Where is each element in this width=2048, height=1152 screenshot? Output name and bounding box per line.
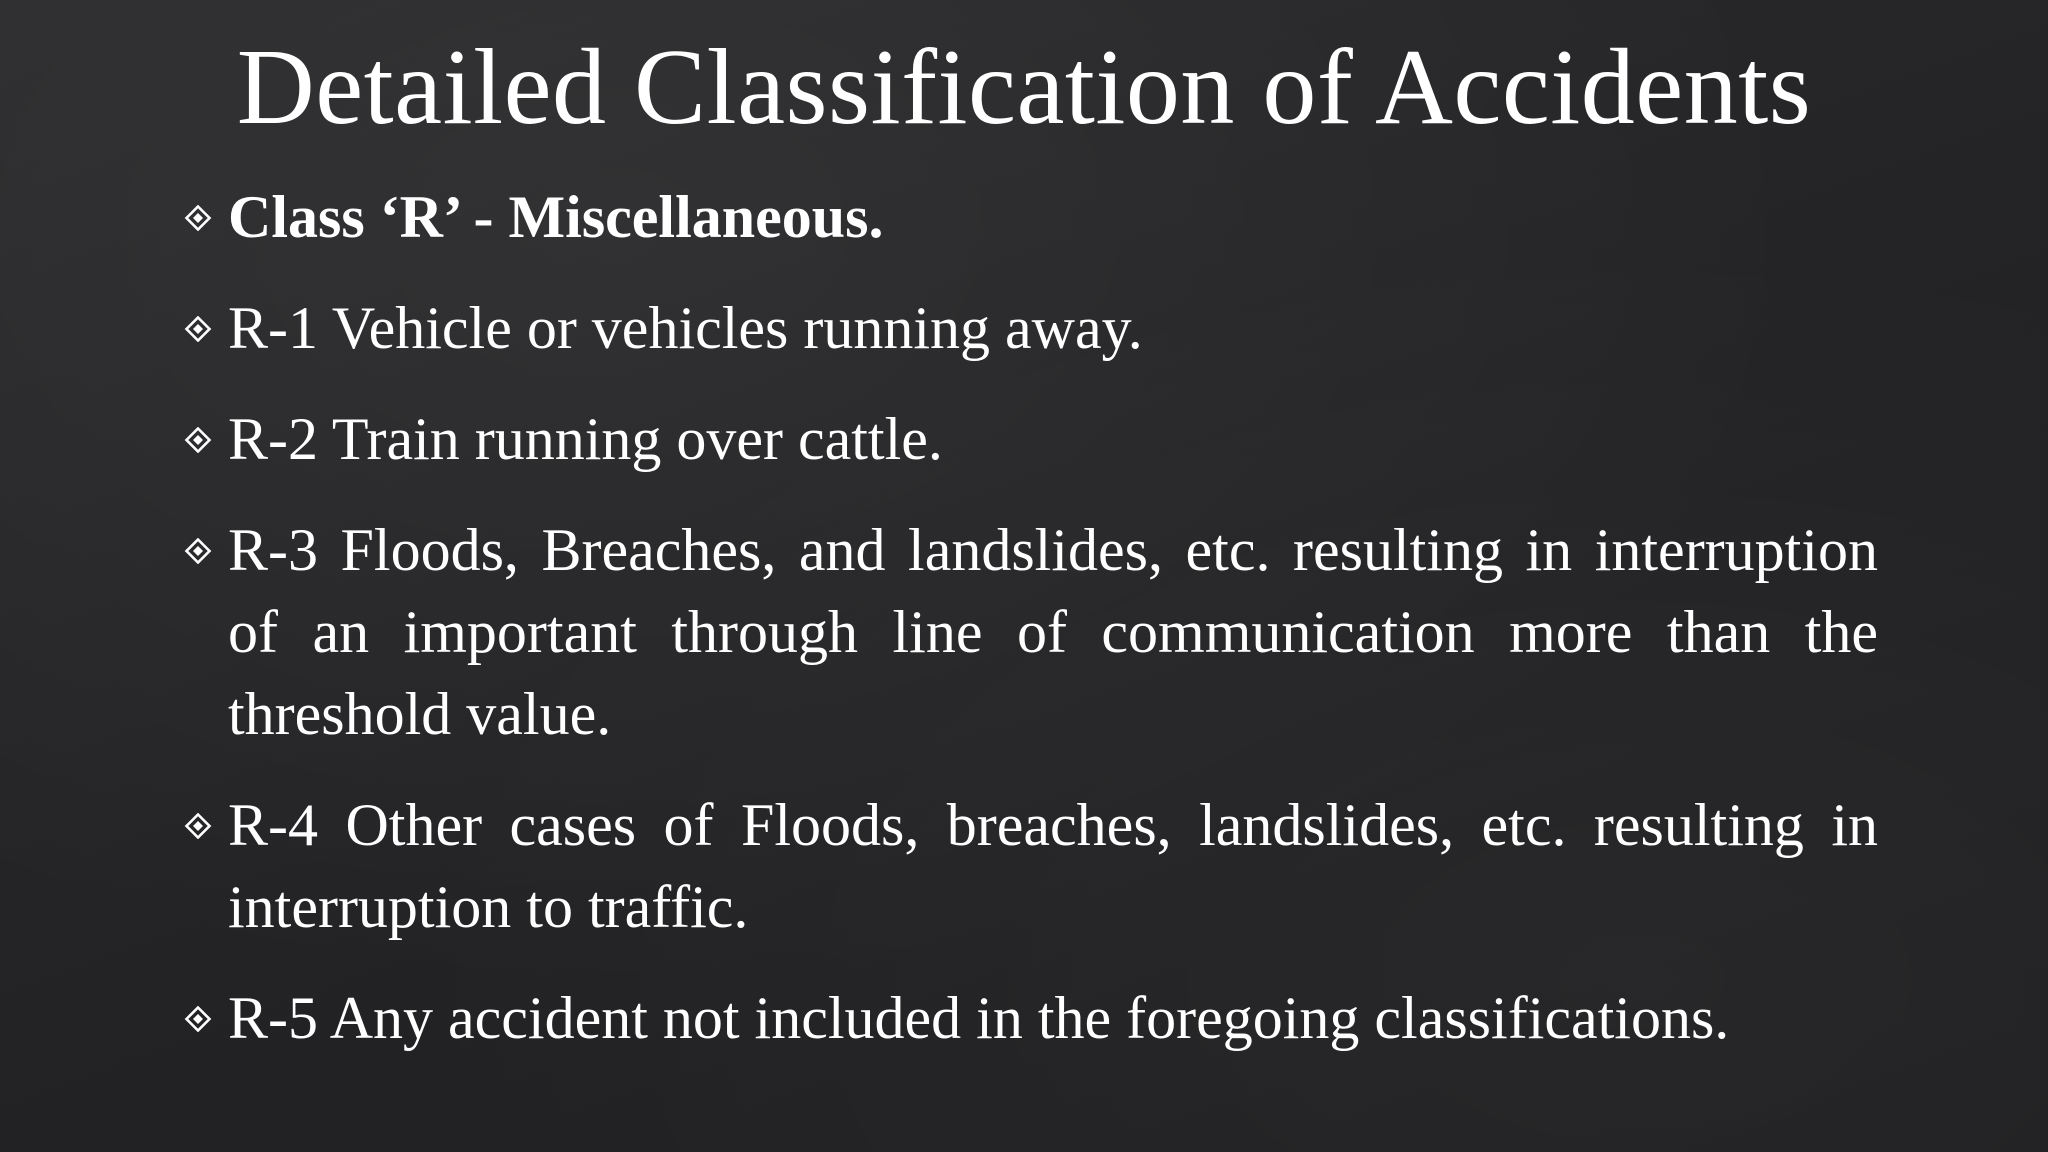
bullet-text: R-1 Vehicle or vehicles running away. [228,295,1143,361]
bullet-text: R-5 Any accident not included in the foregoing classifications. [228,985,1730,1051]
diamond-bullet-icon [178,538,218,564]
bullet-item-r5 [178,977,1878,1059]
bullet-item-r1 [178,287,1878,369]
bullet-item-r4 [178,784,1878,948]
diamond-bullet-icon [178,316,218,342]
bullet-text: R-2 Train running over cattle. [228,406,943,472]
diamond-bullet-icon [178,427,218,453]
bullet-text: R-4 Other cases of Floods, breaches, landslides, etc. resulting in interruption to traffic. [228,792,1878,940]
bullet-item-r3 [178,509,1878,755]
bullet-item-r2 [178,398,1878,480]
slide-title: Detailed Classification of Accidents [236,28,1812,147]
bullet-list [178,176,1878,1088]
diamond-bullet-icon [178,205,218,231]
bullet-text: Class ‘R’ - Miscellaneous. [228,184,884,250]
diamond-bullet-icon [178,813,218,839]
bullet-item-class-r [178,176,1878,258]
diamond-bullet-icon [178,1006,218,1032]
bullet-text: R-3 Floods, Breaches, and landslides, etc. resulting in interruption of an important through line of communication more than the threshold value. [228,517,1878,747]
